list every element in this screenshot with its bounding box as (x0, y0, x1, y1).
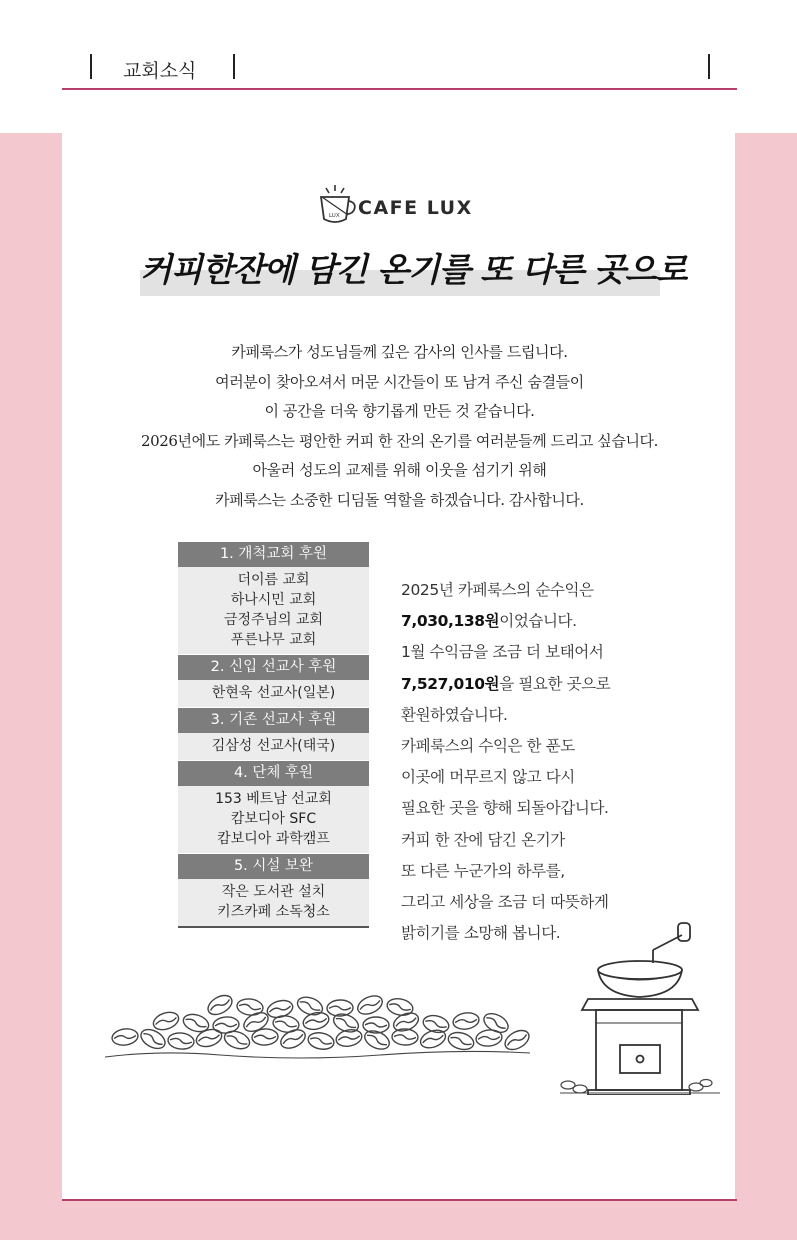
story-text (401, 575, 681, 949)
coffee-beans-icon (105, 992, 532, 1058)
table-group (178, 786, 369, 853)
table-group (178, 733, 369, 760)
story-line: 밝히기를 소망해 봅니다. (401, 924, 561, 943)
intro-line: 이 공간을 더욱 향기롭게 만든 것 같습니다. (264, 402, 535, 420)
table-item: 푸른나무 교회 (230, 632, 317, 648)
table-heading: 5. 시설 보완 (178, 854, 369, 879)
table-item: 한현욱 선교사(일본) (211, 685, 336, 701)
headline: 커피한잔에 담긴 온기를 또 다른 곳으로 (140, 250, 687, 289)
story-line: 커피 한 잔에 담긴 온기가 (401, 830, 565, 849)
table-heading: 1. 개척교회 후원 (178, 542, 369, 567)
story-line (401, 669, 681, 700)
story-line: 이곳에 머무르지 않고 다시 (401, 768, 575, 787)
coffee-cup-icon (316, 183, 358, 229)
header-divider (62, 88, 737, 90)
header-bar-left (90, 54, 92, 79)
table-item: 키즈카페 소독청소 (217, 904, 330, 920)
donation-suffix: 을 필요한 곳으로 (499, 674, 611, 693)
logo-text: CAFE LUX (358, 197, 473, 219)
table-item: 153 베트남 선교회 (215, 791, 332, 807)
table-item: 더이름 교회 (237, 572, 310, 588)
coffee-grinder-icon (582, 923, 698, 1095)
story-line: 카페룩스의 수익은 한 푼도 (401, 737, 575, 756)
story-line: 그리고 세상을 조금 더 따뜻하게 (401, 893, 609, 912)
cup-mark: LUX (329, 213, 340, 219)
footer-pink-band (0, 1201, 797, 1240)
intro-line: 카페룩스가 성도님들께 깊은 감사의 인사를 드립니다. (231, 343, 568, 361)
table-item: 작은 도서관 설치 (221, 884, 326, 900)
story-line: 또 다른 누군가의 하루를, (401, 861, 565, 880)
support-table (178, 542, 369, 928)
story-line: 1월 수익금을 조금 더 보태어서 (401, 643, 604, 662)
intro-line: 여러분이 찾아오셔서 머문 시간들이 또 남겨 주신 숨결들이 (215, 372, 584, 391)
table-group (178, 680, 369, 707)
table-item: 캄보디아 SFC (230, 811, 317, 827)
story-line: 필요한 곳을 향해 되돌아갑니다. (401, 799, 609, 818)
table-item: 금정주님의 교회 (223, 612, 324, 628)
left-pink-band (0, 133, 62, 1240)
header-bar-right (708, 54, 710, 79)
right-pink-band (735, 133, 797, 1240)
story-line: 환원하였습니다. (401, 705, 508, 724)
section-title: 교회소식 (123, 60, 197, 82)
intro-line: 아울러 성도의 교제를 위해 이웃을 섬기기 위해 (252, 461, 547, 479)
table-heading: 2. 신입 선교사 후원 (178, 655, 369, 680)
floor-beans-icon (560, 1080, 720, 1094)
story-line: 2025년 카페룩스의 순수익은 (401, 581, 594, 599)
table-item: 김삼성 선교사(태국) (211, 738, 336, 754)
intro-line: 카페룩스는 소중한 디딤돌 역할을 하겠습니다. 감사합니다. (215, 490, 584, 509)
intro-line: 2026년에도 카페룩스는 평안한 커피 한 잔의 온기를 여러분들께 드리고 싶습니다. (140, 431, 659, 450)
profit-suffix: 이었습니다. (499, 612, 577, 631)
table-heading: 4. 단체 후원 (178, 761, 369, 786)
cafe-logo (316, 183, 491, 229)
table-item: 하나시민 교회 (230, 592, 317, 608)
table-item: 캄보디아 과학캠프 (217, 831, 330, 847)
donation-amount: 7,527,010원 (401, 674, 500, 693)
intro-paragraph (62, 338, 737, 515)
headline-block (140, 240, 687, 302)
coffee-illustration (100, 915, 720, 1095)
table-heading: 3. 기존 선교사 후원 (178, 708, 369, 733)
header-bar-mid (233, 54, 235, 79)
table-group (178, 567, 369, 654)
story-line (401, 606, 681, 637)
page-header (0, 0, 797, 95)
profit-amount: 7,030,138원 (401, 612, 500, 631)
